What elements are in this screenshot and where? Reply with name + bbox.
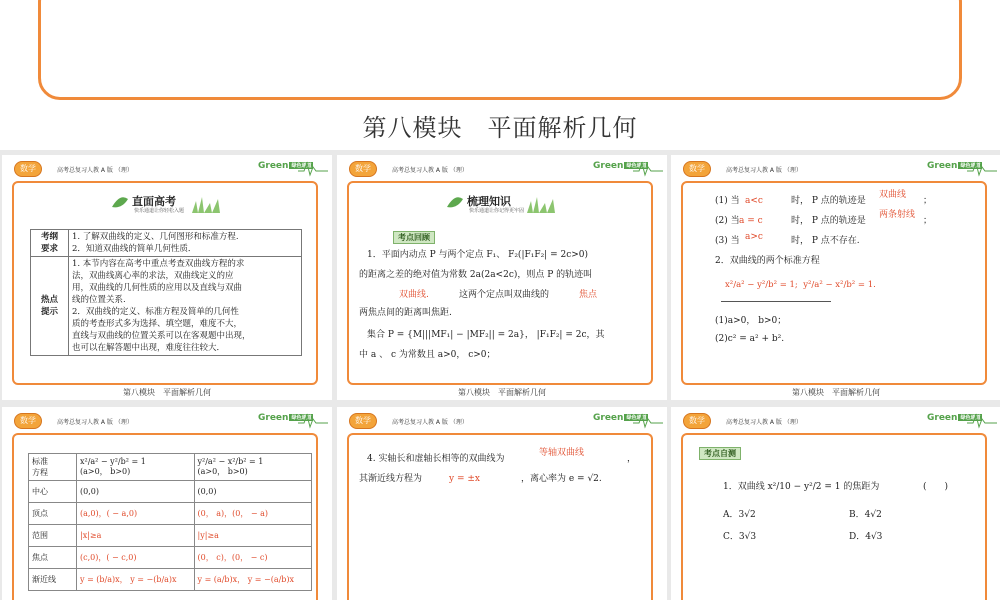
slide-thumbnail-3[interactable] xyxy=(671,155,1000,400)
definition-line-3: 这两个定点叫双曲线的 xyxy=(459,290,550,300)
self-test-tag: 考点自测 xyxy=(699,447,741,460)
row-key: 焦点 xyxy=(29,547,77,569)
book-name: 高考总复习人教 A 版 （理） xyxy=(392,167,468,174)
book-name: 高考总复习人教 A 版 （理） xyxy=(726,419,802,426)
pulse-wave-icon xyxy=(633,159,663,177)
math-badge: 数学 xyxy=(14,413,42,429)
row-key: 标准 方程 xyxy=(29,454,77,481)
option-d[interactable]: D．4√3 xyxy=(849,532,883,542)
case-1-prefix: (1) 当 xyxy=(715,196,740,206)
pulse-wave-icon xyxy=(967,411,997,429)
table-row xyxy=(29,454,312,481)
condition-2: (2)c² = a² + b². xyxy=(715,334,785,344)
section-banner: 直面高考 快乐通道让你轻松入题 xyxy=(104,191,224,215)
slide-footer: 第八模块 平面解析几何 xyxy=(123,388,211,397)
cell-x-axis: (0,0) xyxy=(77,481,195,503)
slide-frame xyxy=(347,181,653,385)
cell-y-axis: |y|≥a xyxy=(194,525,312,547)
case-3-text: 时， P 点不存在. xyxy=(791,236,860,246)
answer-blank-hyperbola: 双曲线. xyxy=(399,290,429,300)
grass-icon xyxy=(527,195,559,213)
slide-header xyxy=(337,407,667,431)
book-name: 高考总复习人教 A 版 （理） xyxy=(57,167,133,174)
slide-thumbnail-4[interactable] xyxy=(2,407,332,600)
grass-icon xyxy=(192,195,224,213)
item-4-eccentricity: ，离心率为 e = √2. xyxy=(521,474,602,484)
case-1-end: ； xyxy=(923,196,933,206)
cell-x-axis: |x|≥a xyxy=(77,525,195,547)
table-row xyxy=(29,569,312,591)
book-name: 高考总复习人教 A 版 （理） xyxy=(57,419,133,426)
definition-line-1: 1．平面内动点 P 与两个定点 F₁、 F₂(|F₁F₂| = 2c>0) xyxy=(367,250,589,260)
brand-logo: Green 绿色通道 xyxy=(927,413,981,423)
case-3-condition: a>c xyxy=(745,232,763,242)
case-2-answer: 两条射线 xyxy=(879,210,916,220)
pulse-wave-icon xyxy=(298,411,328,429)
slide-frame xyxy=(681,181,987,385)
table-row xyxy=(29,525,312,547)
brand-logo: Green 绿色通道 xyxy=(258,413,312,423)
pulse-wave-icon xyxy=(633,411,663,429)
slide-footer: 第八模块 平面解析几何 xyxy=(458,388,546,397)
table-row xyxy=(29,481,312,503)
slide-frame xyxy=(12,433,318,600)
brand-logo: Green 绿色通道 xyxy=(593,413,647,423)
case-3-prefix: (3) 当 xyxy=(715,236,740,246)
answer-paren: ( ) xyxy=(923,482,949,492)
leaf-icon xyxy=(445,193,465,211)
condition-1: (1)a>0， b>0； xyxy=(715,316,787,326)
math-badge: 数学 xyxy=(683,413,711,429)
slide-frame xyxy=(681,433,987,600)
cell-y-axis: y = (a/b)x， y = −(a/b)x xyxy=(194,569,312,591)
case-2-condition: a = c xyxy=(739,216,763,226)
math-badge: 数学 xyxy=(14,161,42,177)
exam-requirements-table xyxy=(30,229,302,356)
row-key: 中心 xyxy=(29,481,77,503)
cell-x-axis: y = (b/a)x， y = −(b/a)x xyxy=(77,569,195,591)
math-badge: 数学 xyxy=(683,161,711,177)
table-row xyxy=(29,547,312,569)
cell-x-axis: (c,0)，( − c,0) xyxy=(77,547,195,569)
row-key: 渐近线 xyxy=(29,569,77,591)
slide-header xyxy=(2,407,332,431)
brand-logo: Green 绿色通道 xyxy=(593,161,647,171)
row-key: 顶点 xyxy=(29,503,77,525)
top-panel xyxy=(0,0,1000,150)
case-1-condition: a<c xyxy=(745,196,763,206)
standard-equations-heading: 2．双曲线的两个标准方程 xyxy=(715,256,820,266)
brand-logo: Green 绿色通道 xyxy=(927,161,981,171)
slide-header xyxy=(671,407,1000,431)
row-key: 范围 xyxy=(29,525,77,547)
option-b[interactable]: B．4√2 xyxy=(849,510,882,520)
pulse-wave-icon xyxy=(298,159,328,177)
row-key: 考纲 要求 xyxy=(31,230,69,257)
leaf-icon xyxy=(110,193,130,211)
book-name: 高考总复习人教 A 版 （理） xyxy=(726,167,802,174)
cell-y-axis: (0,0) xyxy=(194,481,312,503)
cell-x-axis: (a,0)，( − a,0) xyxy=(77,503,195,525)
slide-thumbnail-1[interactable] xyxy=(2,155,332,400)
slide-header xyxy=(671,155,1000,179)
slide-header xyxy=(2,155,332,179)
module-title: 第八模块 平面解析几何 xyxy=(362,114,638,142)
slide-thumbnail-5[interactable] xyxy=(337,407,667,600)
case-1-text: 时， P 点的轨迹是 xyxy=(791,196,866,206)
option-c[interactable]: C．3√3 xyxy=(723,532,757,542)
answer-blank-focus: 焦点 xyxy=(579,290,598,300)
slide-frame xyxy=(347,433,653,600)
slide-frame xyxy=(12,181,318,385)
item-4-line-2: 其渐近线方程为 xyxy=(359,474,423,484)
underline xyxy=(721,301,831,302)
section-banner: 梳理知识 快乐通道让你记得更牢固 xyxy=(439,191,559,215)
top-slide-frame xyxy=(38,0,962,100)
case-2-prefix: (2) 当 xyxy=(715,216,740,226)
case-2-text: 时， P 点的轨迹是 xyxy=(791,216,866,226)
slide-thumbnail-2[interactable] xyxy=(337,155,667,400)
case-1-answer: 双曲线 xyxy=(879,190,907,200)
cell-y-axis: (0， c)，(0， − c) xyxy=(194,547,312,569)
math-badge: 数学 xyxy=(349,413,377,429)
cell-y-axis: y²/a² − x²/b² = 1 (a>0， b>0) xyxy=(194,454,312,481)
table-row xyxy=(29,503,312,525)
math-badge: 数学 xyxy=(349,161,377,177)
book-name: 高考总复习人教 A 版 （理） xyxy=(392,419,468,426)
row-key: 热点 提示 xyxy=(31,257,69,356)
answer-asymptote: y = ±x xyxy=(449,474,480,484)
item-4-end: ， xyxy=(627,454,637,464)
definition-line-2: 的距离之差的绝对值为常数 2a(2a<2c)，则点 P 的轨迹叫 xyxy=(359,270,593,280)
cell-x-axis: x²/a² − y²/b² = 1 (a>0， b>0) xyxy=(77,454,195,481)
option-a[interactable]: A．3√2 xyxy=(723,510,756,520)
question-1: 1．双曲线 x²/10 − y²/2 = 1 的焦距为 xyxy=(723,482,880,492)
row-content: 1. 本节内容在高考中重点考查双曲线方程的求 法，双曲线离心率的求法，双曲线定义的应 用，双曲线的几何性质的应用以及直线与双曲 线的位置关系. 2．双曲线的定义、标准方程及简单的几何性 质的考查形式多为选择、填空题，难度不大， 直线与双曲线的位置关系可以在客观题中出现， 也可以在解答题中出现，难度往往较大． xyxy=(69,257,302,356)
row-content: 1. 了解双曲线的定义、几何图形和标准方程. 2．知道双曲线的简单几何性质． xyxy=(69,230,302,257)
item-4-line-1: 4. 实轴长和虚轴长相等的双曲线为 xyxy=(367,454,505,464)
brand-logo: Green 绿色通道 xyxy=(258,161,312,171)
definition-line-5: 集合 P = {M|||MF₁| − |MF₂|| = 2a}， |F₁F₂| = 2c，其 xyxy=(367,330,605,340)
slide-header xyxy=(337,155,667,179)
pulse-wave-icon xyxy=(967,159,997,177)
definition-line-6: 中 a 、 c 为常数且 a>0， c>0； xyxy=(359,350,496,360)
case-2-end: ； xyxy=(923,216,933,226)
hyperbola-properties-table xyxy=(28,453,312,591)
standard-equations: x²/a² − y²/b² = 1; y²/a² − x²/b² = 1. xyxy=(725,280,876,290)
review-tag: 考点回顾 xyxy=(393,231,435,244)
slide-footer: 第八模块 平面解析几何 xyxy=(792,388,880,397)
slide-thumbnail-6[interactable] xyxy=(671,407,1000,600)
answer-equal-axis-hyperbola: 等轴双曲线 xyxy=(539,448,585,458)
definition-line-4: 两焦点间的距离叫焦距. xyxy=(359,308,452,318)
cell-y-axis: (0， a)，(0， − a) xyxy=(194,503,312,525)
